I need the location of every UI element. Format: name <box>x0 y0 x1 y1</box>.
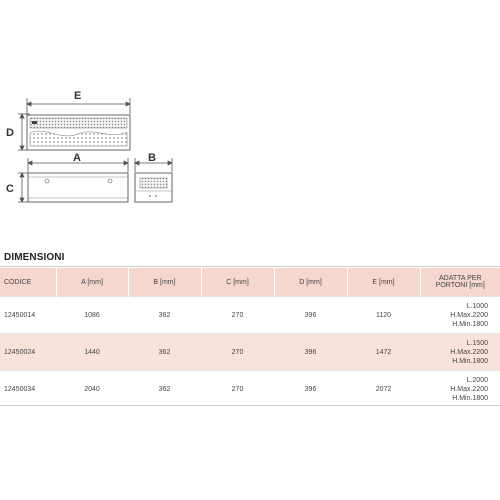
column-header-e: E [mm] <box>347 268 420 297</box>
cell-c: 270 <box>201 297 274 334</box>
portoni-min-height: H.Min.1800 <box>452 320 488 328</box>
dimension-label-d: D <box>6 127 14 139</box>
cell-a: 1086 <box>56 297 128 334</box>
cell-e: 1120 <box>347 297 420 334</box>
technical-drawing <box>0 0 500 230</box>
table-row <box>0 371 500 408</box>
dimensions-table <box>0 268 500 407</box>
portoni-min-height: H.Min.1800 <box>452 394 488 402</box>
portoni-max-height: H.Max.2200 <box>450 348 488 356</box>
column-header-c: C [mm] <box>201 268 274 297</box>
table-row <box>0 334 500 371</box>
portoni-width: L.1500 <box>466 339 488 347</box>
unit-front-view <box>27 115 130 150</box>
column-header-a: A [mm] <box>56 268 128 297</box>
column-header-d: D [mm] <box>274 268 347 297</box>
section-title-dimensioni: DIMENSIONI <box>4 252 65 263</box>
dimension-label-c: C <box>6 183 14 195</box>
portoni-min-height: H.Min.1800 <box>452 357 488 365</box>
cell-c: 270 <box>201 334 274 371</box>
portoni-width: L.2000 <box>466 376 488 384</box>
cell-e: 2072 <box>347 371 420 408</box>
table-header-row <box>0 268 500 297</box>
cell-b: 362 <box>128 297 201 334</box>
cell-d: 396 <box>274 334 347 371</box>
cell-codice: 12450024 <box>0 334 56 371</box>
column-header-adatta-per-portoni: ADATTA PER PORTONI [mm] <box>420 268 500 297</box>
cell-c: 270 <box>201 371 274 408</box>
portoni-max-height: H.Max.2200 <box>450 385 488 393</box>
portoni-width: L.1000 <box>466 302 488 310</box>
cell-a: 2040 <box>56 371 128 408</box>
cell-d: 396 <box>274 371 347 408</box>
cell-d: 396 <box>274 297 347 334</box>
portoni-max-height: H.Max.2200 <box>450 311 488 319</box>
cell-adatta-per-portoni <box>420 371 500 408</box>
column-header-b: B [mm] <box>128 268 201 297</box>
title-rule <box>0 266 500 267</box>
cell-b: 362 <box>128 371 201 408</box>
cell-adatta-per-portoni <box>420 334 500 371</box>
cell-e: 1472 <box>347 334 420 371</box>
dimension-label-e: E <box>74 90 82 102</box>
unit-side-view <box>135 173 172 202</box>
cell-codice: 12450034 <box>0 371 56 408</box>
table-bottom-rule <box>0 405 500 406</box>
table-row <box>0 297 500 334</box>
unit-top-view <box>28 173 128 202</box>
cell-adatta-per-portoni <box>420 297 500 334</box>
column-header-codice: CODICE <box>0 268 56 297</box>
dimension-label-a: A <box>73 152 81 164</box>
cell-b: 362 <box>128 334 201 371</box>
cell-a: 1440 <box>56 334 128 371</box>
dimension-label-b: B <box>148 152 156 164</box>
cell-codice: 12450014 <box>0 297 56 334</box>
